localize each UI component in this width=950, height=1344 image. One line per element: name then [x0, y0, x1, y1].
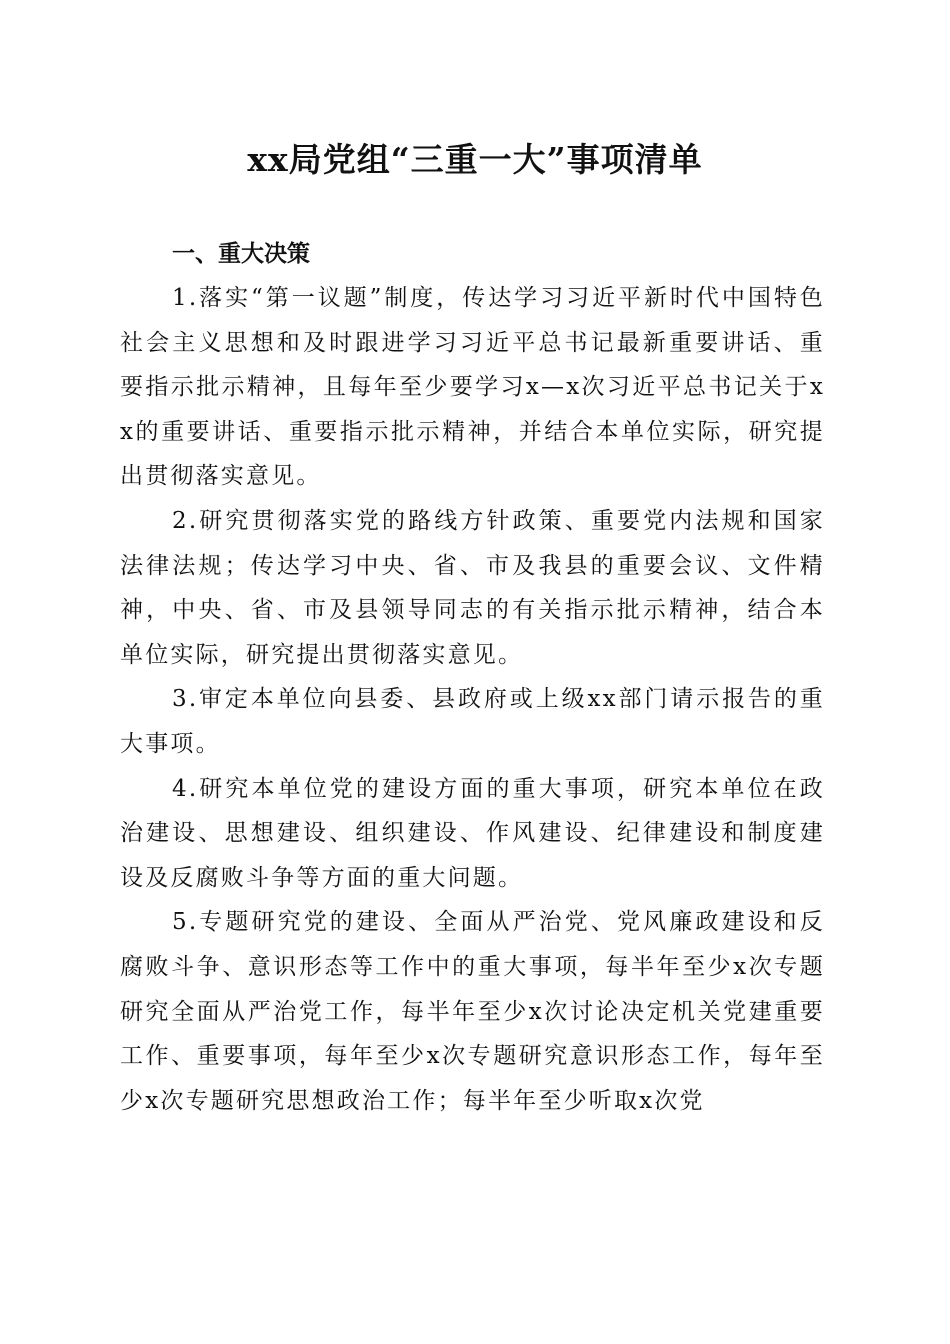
paragraph-4: 4.研究本单位党的建设方面的重大事项，研究本单位在政治建设、思想建设、组织建设、作风建设、纪律建设和制度建设及反腐败斗争等方面的重大问题。	[120, 775, 825, 891]
section-heading: 一、重大决策	[172, 241, 310, 267]
paragraph-3: 3.审定本单位向县委、县政府或上级xx部门请示报告的重大事项。	[120, 686, 825, 757]
paragraph-1: 1.落实“第一议题”制度，传达学习习近平新时代中国特色社会主义思想和及时跟进学习习近平总书记最新重要讲话、重要指示批示精神，且每年至少要学习x—x次习近平总书记关于xx的重要讲话、重要指示批示精神，并结合本单位实际，研究提出贯彻落实意见。	[120, 285, 825, 490]
document-body	[120, 232, 825, 1123]
document-title: xx局党组“三重一大”事项清单	[247, 140, 703, 179]
paragraph-5: 5.专题研究党的建设、全面从严治党、党风廉政建设和反腐败斗争、意识形态等工作中的重大事项，每半年至少x次专题研究全面从严治党工作，每半年至少x次讨论决定机关党建重要工作、重要事项，每年至少x次专题研究意识形态工作，每年至少x次专题研究思想政治工作；每半年至少听取x次党	[120, 909, 825, 1114]
paragraph-2: 2.研究贯彻落实党的路线方针政策、重要党内法规和国家法律法规；传达学习中央、省、市及我县的重要会议、文件精神，中央、省、市及县领导同志的有关指示批示精神，结合本单位实际，研究提出贯彻落实意见。	[120, 507, 825, 668]
